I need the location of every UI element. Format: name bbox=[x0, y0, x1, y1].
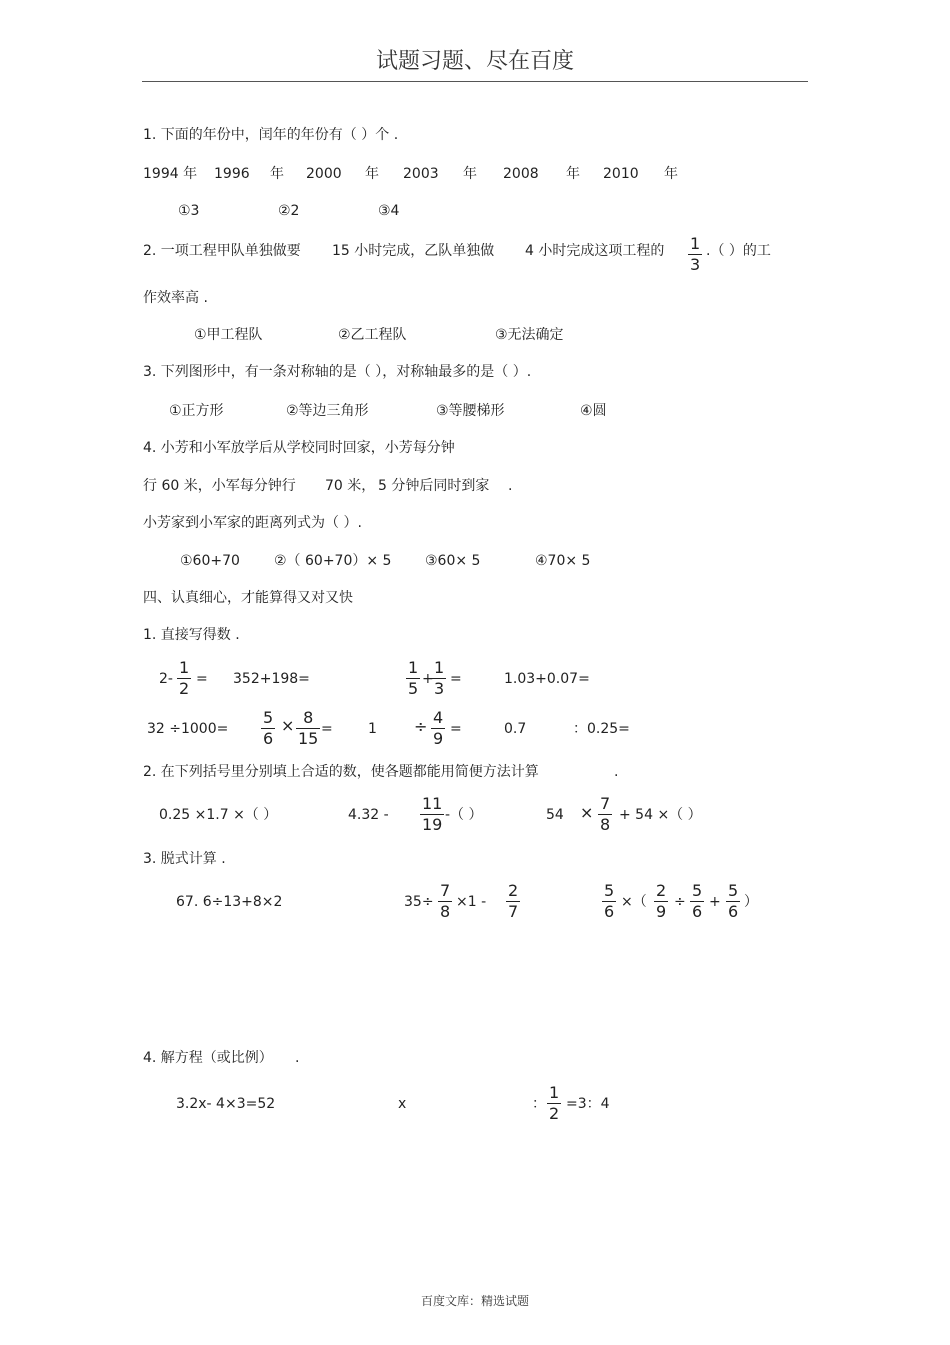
q4-option: ④70× 5 bbox=[535, 553, 591, 569]
numerator: 1 bbox=[179, 658, 190, 677]
part-1-title: 1. 直接写得数 . bbox=[143, 627, 240, 643]
expr-text: 0.25 ×1.7 ×（ ） bbox=[159, 807, 278, 823]
question-3-text: 3. 下列图形中，有一条对称轴的是（ ），对称轴最多的是（ ）. bbox=[143, 364, 532, 380]
denominator: 6 bbox=[263, 729, 274, 748]
denominator: 2 bbox=[549, 1104, 560, 1123]
expr-text: 0.7 bbox=[504, 721, 527, 737]
numerator: 8 bbox=[303, 708, 314, 727]
denominator: 8 bbox=[600, 815, 611, 834]
numerator: 1 bbox=[408, 658, 419, 677]
fraction bbox=[296, 708, 320, 749]
part-2-title: 2. 在下列括号里分别填上合适的数，使各题都能用简便方法计算 bbox=[143, 764, 539, 780]
fraction bbox=[688, 234, 702, 275]
expr-text: × bbox=[281, 716, 295, 735]
fraction bbox=[406, 658, 420, 699]
denominator: 9 bbox=[433, 729, 444, 748]
expr-text: 1 bbox=[368, 721, 377, 737]
expr-text: 67. 6÷13+8×2 bbox=[176, 894, 283, 910]
numerator: 5 bbox=[728, 881, 739, 900]
expr-text: = bbox=[450, 671, 462, 687]
fraction bbox=[654, 881, 668, 922]
numerator: 11 bbox=[422, 794, 443, 813]
question-4-line1: 4. 小芳和小军放学后从学校同时回家，小芳每分钟 bbox=[143, 440, 455, 456]
expr-text: 1.03+0.07= bbox=[504, 671, 590, 687]
expr-text: = bbox=[196, 671, 208, 687]
expr-text: = bbox=[450, 721, 462, 737]
q1-option: ③4 bbox=[378, 203, 400, 219]
denominator: 2 bbox=[179, 679, 190, 698]
q2-option: ③无法确定 bbox=[495, 327, 564, 343]
question-4-line3: 小芳家到小军家的距离列式为（ ）. bbox=[143, 515, 362, 531]
fraction bbox=[506, 881, 520, 922]
numerator: 2 bbox=[508, 881, 519, 900]
year-item: 2008 bbox=[503, 166, 539, 182]
header-divider bbox=[142, 81, 808, 82]
expr-text: ：0.25= bbox=[573, 721, 630, 737]
numerator: 1 bbox=[690, 234, 701, 253]
expr-text: 2- bbox=[159, 671, 173, 687]
expr-text: -（ ） bbox=[445, 807, 483, 823]
numerator: 2 bbox=[656, 881, 667, 900]
question-1-text: 1. 下面的年份中，闰年的年份有（ ）个 . bbox=[143, 127, 399, 143]
numerator: 5 bbox=[263, 708, 274, 727]
expr-text: 32 ÷1000= bbox=[147, 721, 229, 737]
q3-option: ④圆 bbox=[580, 403, 607, 419]
fraction bbox=[420, 794, 444, 835]
question-4-line2: 5 分钟后同时到家 bbox=[378, 478, 490, 494]
q2-option: ①甲工程队 bbox=[194, 327, 263, 343]
denominator: 15 bbox=[298, 729, 319, 748]
expr-text: ： bbox=[532, 1096, 546, 1112]
question-2-text: .（ ）的工 bbox=[706, 243, 771, 259]
section-4-title: 四、认真细心，才能算得又对又快 bbox=[143, 590, 353, 606]
question-4-line2: . bbox=[508, 478, 513, 494]
part-3-title: 3. 脱式计算 . bbox=[143, 851, 226, 867]
q4-option: ③60× 5 bbox=[425, 553, 481, 569]
numerator: 1 bbox=[434, 658, 445, 677]
q1-option: ①3 bbox=[178, 203, 200, 219]
numerator: 5 bbox=[604, 881, 615, 900]
fraction bbox=[432, 658, 446, 699]
question-2-text: 2. 一项工程甲队单独做要 bbox=[143, 243, 301, 259]
year-item: 年 bbox=[365, 166, 379, 182]
denominator: 3 bbox=[434, 679, 445, 698]
question-4-line2: 行 60 米，小军每分钟行 bbox=[143, 478, 296, 494]
numerator: 1 bbox=[549, 1083, 560, 1102]
year-item: 1994 年 bbox=[143, 166, 198, 182]
q3-option: ③等腰梯形 bbox=[436, 403, 505, 419]
expr-text: + bbox=[709, 894, 721, 910]
year-item: 2010 bbox=[603, 166, 639, 182]
year-item: 年 bbox=[566, 166, 580, 182]
expr-text: ÷ bbox=[414, 717, 428, 736]
denominator: 8 bbox=[440, 902, 451, 921]
numerator: 4 bbox=[433, 708, 444, 727]
denominator: 6 bbox=[692, 902, 703, 921]
fraction bbox=[431, 708, 445, 749]
question-2-text: 15 小时完成，乙队单独做 bbox=[332, 243, 495, 259]
part-4-title: . bbox=[295, 1050, 300, 1066]
expr-text: × bbox=[580, 803, 594, 822]
expr-text: ） bbox=[744, 894, 758, 910]
q2-option: ②乙工程队 bbox=[338, 327, 407, 343]
year-item: 2003 bbox=[403, 166, 439, 182]
part-4-title: 4. 解方程（或比例） bbox=[143, 1050, 273, 1066]
denominator: 3 bbox=[690, 255, 701, 274]
fraction bbox=[177, 658, 191, 699]
fraction bbox=[602, 881, 616, 922]
expr-text: x bbox=[398, 1096, 407, 1112]
denominator: 19 bbox=[422, 815, 443, 834]
year-item: 年 bbox=[664, 166, 678, 182]
expr-text: ÷ bbox=[674, 894, 686, 910]
expr-text: 3.2x- 4×3=52 bbox=[176, 1096, 276, 1112]
denominator: 5 bbox=[408, 679, 419, 698]
fraction bbox=[261, 708, 275, 749]
question-2-line2: 作效率高 . bbox=[143, 290, 208, 306]
expr-text: =3：4 bbox=[566, 1096, 610, 1112]
expr-text: 352+198= bbox=[233, 671, 310, 687]
fraction bbox=[690, 881, 704, 922]
numerator: 7 bbox=[440, 881, 451, 900]
denominator: 6 bbox=[604, 902, 615, 921]
expr-text: ×1 - bbox=[456, 894, 487, 910]
expr-text: + 54 ×（ ） bbox=[619, 807, 702, 823]
fraction bbox=[726, 881, 740, 922]
numerator: 5 bbox=[692, 881, 703, 900]
numerator: 7 bbox=[600, 794, 611, 813]
denominator: 6 bbox=[728, 902, 739, 921]
year-item: 年 bbox=[270, 166, 284, 182]
expr-text: ×（ bbox=[621, 894, 647, 910]
fraction bbox=[598, 794, 612, 835]
q4-option: ②（ 60+70）× 5 bbox=[274, 553, 392, 569]
expr-text: 35÷ bbox=[404, 894, 434, 910]
page-header-title: 试题习题、尽在百度 bbox=[375, 49, 574, 74]
year-item: 年 bbox=[463, 166, 477, 182]
part-2-title: . bbox=[614, 764, 619, 780]
fraction bbox=[547, 1083, 561, 1124]
question-4-line2: 70 米， bbox=[325, 478, 376, 494]
expr-text: = bbox=[321, 721, 333, 737]
expr-text: 4.32 - bbox=[348, 807, 389, 823]
question-2-text: 4 小时完成这项工程的 bbox=[525, 243, 665, 259]
expr-text: + bbox=[422, 671, 434, 687]
year-item: 2000 bbox=[306, 166, 342, 182]
expr-text: 54 bbox=[546, 807, 564, 823]
page-footer: 百度文库：精选试题 bbox=[420, 1294, 529, 1308]
fraction bbox=[438, 881, 452, 922]
q4-option: ①60+70 bbox=[180, 553, 240, 569]
denominator: 7 bbox=[508, 902, 519, 921]
denominator: 9 bbox=[656, 902, 667, 921]
q3-option: ②等边三角形 bbox=[286, 403, 369, 419]
q1-option: ②2 bbox=[278, 203, 300, 219]
q3-option: ①正方形 bbox=[169, 403, 224, 419]
year-item: 1996 bbox=[214, 166, 250, 182]
